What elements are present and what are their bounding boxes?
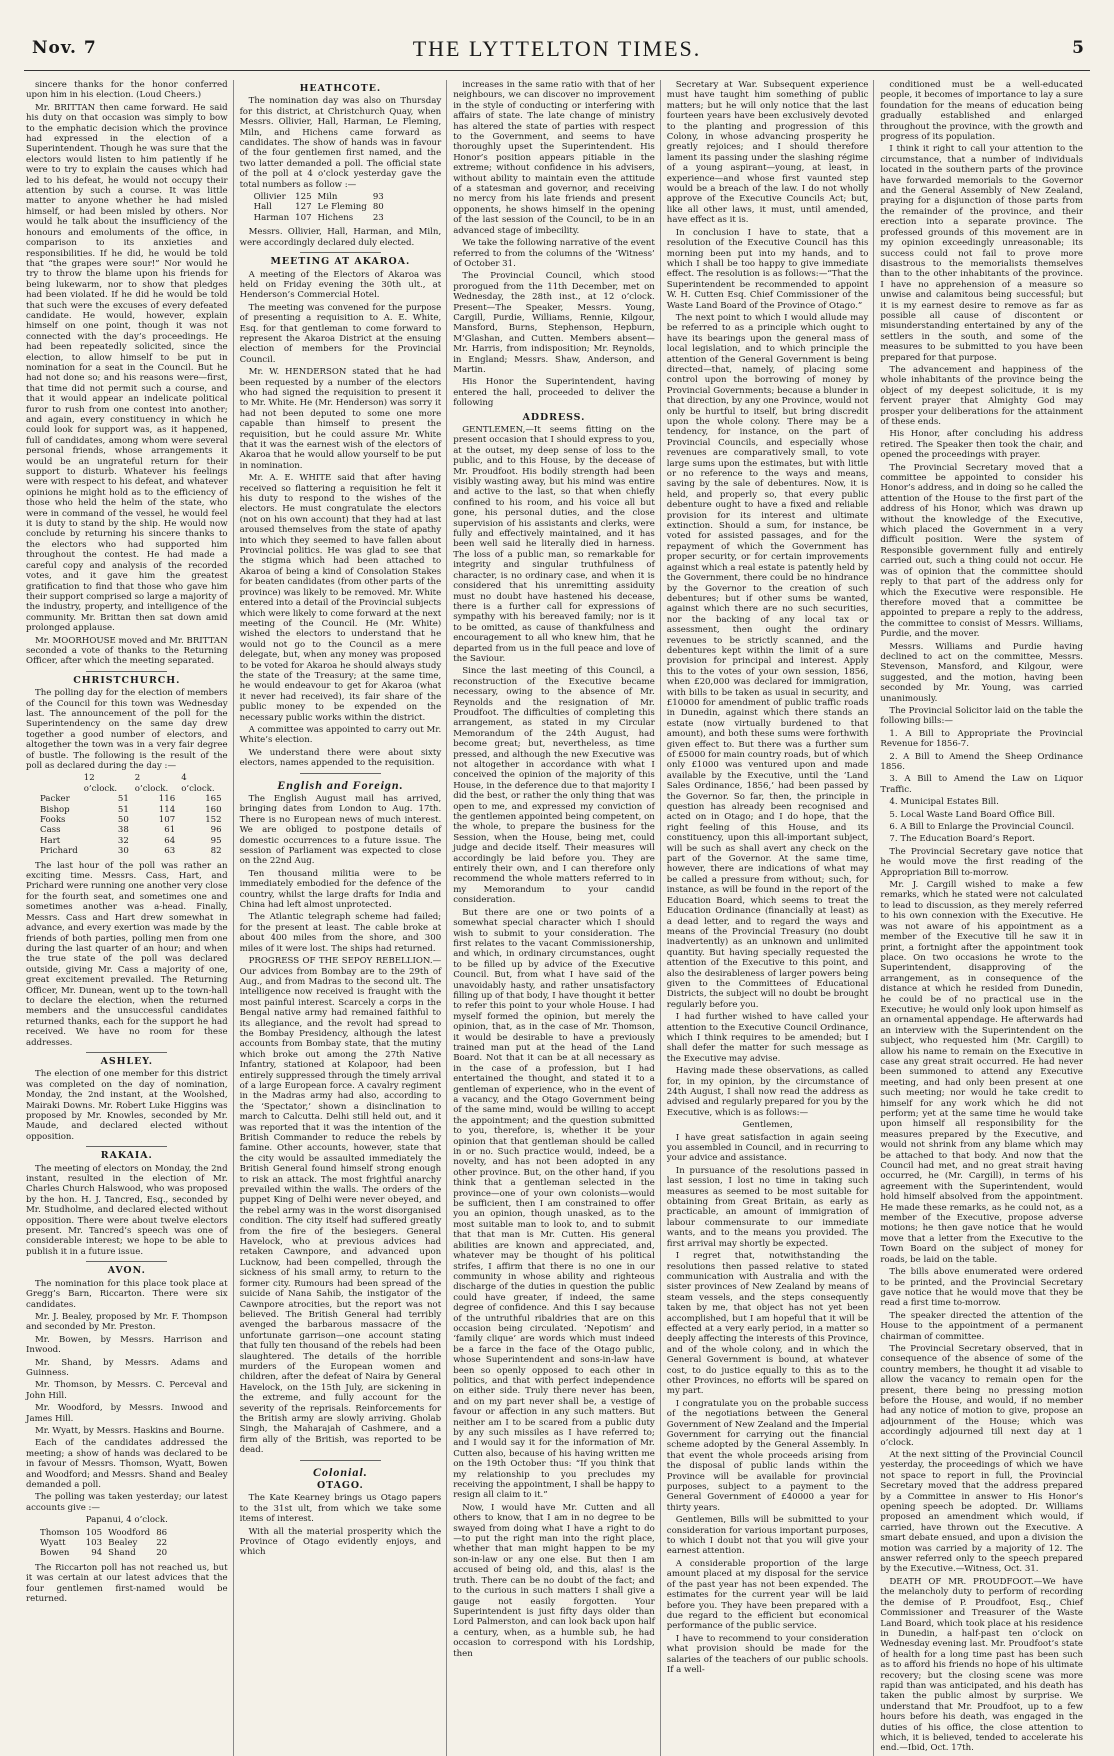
poll-table-christchurch: [40, 773, 228, 856]
paragraph: The last hour of the poll was rather an exciting time. Messrs. Cass, Hart, and Prichard were running one another very close for the fourth seat, and sometimes one and sometimes another was a-head. Finally, Messrs. Cass and Hart drew somewhat in advance, and every exertion was made by the friends of both parties, polling men from one during the last quarter of an hour; and when the true state of the poll was declared outside, giving Mr. Cass a majority of one, great excitement prevailed. The Returning Officer, Mr. Dunean, went up to the town-hall to declare the election, when the returned members and the unsuccessful candidates returned thanks, each for the support he had received. We have no room for these addresses.: [26, 860, 228, 1048]
paragraph: Mr. Bowen, by Messrs. Harrison and Inwood.: [26, 1334, 228, 1356]
paragraph: conditioned must be a well-educated people, it becomes of importance to lay a sure foundation for the means of education being gradually established and enlarged throughout the province, with the growth and progress of its population.: [880, 80, 1083, 143]
section-heading: RAKAIA.: [100, 1150, 153, 1162]
list-item: 5. Local Waste Land Board Office Bill.: [889, 809, 1055, 820]
list-item: 2. A Bill to Amend the Sheep Ordinance 1856.: [880, 751, 1083, 772]
poll-table-avon: [40, 1528, 173, 1559]
paragraph: The polling was taken yesterday; our latest accounts give :—: [26, 1492, 228, 1513]
table-row: Wyatt 103 Bealey 22: [40, 1538, 168, 1549]
table-row: Thomson 105 Woodford 86: [40, 1527, 168, 1538]
paragraph: Mr. MOORHOUSE moved and Mr. BRITTAN seconded a vote of thanks to the Returning Officer, after which the meeting separated.: [26, 635, 228, 667]
table-row: Hart 32 64 95: [40, 835, 222, 846]
paragraph: PROGRESS OF THE SEPOY REBELLION.—Our advices from Bombay are to the 29th of Aug., and from Madras to the second ult. The intelligence now received is fraught with the most painful interest. Scarcely a corps in the Bengal native army had remained faithful to its allegiance, and the revolt had spread to the Bombay Presidency, although the latest accounts from Bombay state, that the mutiny which broke out among the 27th Native Infantry, stationed at Kolapoor, had been entirely suppressed through the timely arrival of a large European force. A cavalry regiment in the Madras army had also, according to the ‘Spectator,’ shown a disinclination to march to Calcutta. Delhi still held out, and it was reported that it was the intention of the British Commander to reduce the rebels by famine. Other accounts, however, state that the city would be assaulted immediately the British General found himself strong enough to risk an attack. The most frightful anarchy prevailed within the walls. The orders of the puppet King of Delhi were never obeyed, and the rebel army was in the worst disorganised condition. The city itself had suffered greatly from the fire of the besiegers. General Havelock, who at previous advices had retaken Cawnpore, and advanced upon Lucknow, had been compelled, through the sickness of his small army, to return to the former city. Rumours had been spread of the suicide of Nana Sahib, the instigator of the Cawnpore atrocities, but the report was not believed. The British General had terribly avenged the barbarous massacre of the unfortunate garrison—one account stating that fully ten thousand of the rebels had been slaughtered. The details of the horrible murders of the European women and children, after the defeat of Naira by General Havelock, on the 15th July, are sickening in the extreme, and fully account for the severity of the reprisals. Reinforcements for the British army are slowly arriving. Gholab Singh, the Maharajah of Cashmere, and a firm ally of the British, was reported to be dead.: [239, 956, 442, 1456]
table-row: Fooks 50 107 152: [40, 815, 222, 826]
paragraph: I think it right to call your attention to the circumstance, that a number of individuals located in the southern parts of the province have forwarded memorials to the Governor and the General Assembly of New Zealand, praying for a disjunction of those parts from the remainder of the province, and their erection into a separate province. The professed grounds of this movement are in my opinion exceedingly unreasonable; its success could not fail to prove more disastrous to the memorialists themselves than to the other inhabitants of the province. I have no apprehension of a measure so unwise and calamitous being successful; but it is my earnest desire to remove as far as possible all cause of discontent or misunderstanding entertained by any of the settlers in the south, and some of the measures to be submitted to you have been prepared for that purpose.: [880, 144, 1083, 363]
table-row: Bishop 51 114 160: [40, 804, 222, 815]
issue-date: Nov. 7: [32, 38, 97, 58]
paragraph: A meeting of the Electors of Akaroa was held on Friday evening the 30th ult., at Henderson’s Commercial Hotel.: [239, 269, 442, 301]
table-row: Prichard 30 63 82: [40, 846, 222, 857]
paragraph: Mr. A. E. WHITE said that after having received so flattering a requisition he felt it his duty to respond to the wishes of the electors. He must congratulate the electors (not on his own account) that they had at last aroused themselves from the state of apathy into which they seemed to have fallen about Provincial politics. He was glad to see that the stigma which had been attached to Akaroa of being a kind of Consolation Stakes for beaten candidates (from other parts of the province) was likely to be removed. Mr. White entered into a detail of the Provincial subjects which were likely to come forward at the next meeting of the Council. He (Mr. White) wished the electors to understand that he would not go to the Council as a mere delegate, but, when any money was proposed to be voted for Akaroa he should always study the state of the Treasury; at the same time, he would endeavour to get for Akaroa (what it never had received), its fair share of the public money to be expended on the necessary public works within the district.: [239, 473, 442, 723]
table-row: Ollivier 125 Miln 93: [253, 192, 384, 203]
paragraph: Secretary at War. Subsequent experience must have taught him something of public matters; but he will only notice that the last fourteen years have been exclusively devoted to the planting and progression of this Colony, in whose advancing prosperity he greatly rejoices; and I should therefore lament its passing under the slashing régime of a young aspirant—young, at least, in experience—and whose first vaunted step would be a breach of the law. I do not wholly approve of the Executive Councils Act; but, like all other laws, it must, until amended, have effect as it is.: [666, 80, 869, 226]
paragraph: DEATH OF MR. PROUDFOOT.—We have the melancholy duty to perform of recording the demise of P. Proudfoot, Esq., Chief Commissioner and Treasurer of the Waste Land Board, which took place at his residence in Dunedin, a half-past ten o’clock on Wednesday evening last. Mr. Proudfoot’s state of health for a long time past has been such as to afford his friends no hope of his ultimate recovery; but the closing scene was more rapid than was anticipated, and his death has taken the public almost by surprise. We understand that Mr. Proudfoot, up to a few hours before his death, was engaged in the duties of his office, the close attention to which, it is believed, tended to accelerate his end.—Ibid, Oct. 17th.: [880, 1576, 1083, 1754]
paragraph: sincere thanks for the honor conferred upon him in his election. (Loud Cheers.): [26, 80, 228, 101]
paragraph: I congratulate you on the probable success of the negotiations between the General Government of New Zealand and the Imperial Government for carrying out the financial scheme adopted by the General Assembly. In that event the whole proceeds arising from the disposal of public lands within the Province will be available for provincial purposes, subject to a payment to the General Government of £40000 a year for thirty years.: [666, 1398, 869, 1513]
section-heading: MEETING AT AKAROA.: [270, 256, 411, 268]
divider: [300, 1460, 381, 1461]
section-heading: HEATHCOTE.: [299, 83, 382, 94]
paragraph: At the next sitting of the Provincial Council yesterday, the proceedings of which we have not space to report in full, the Provincial Secretary moved that the address prepared by a Committee in answer to His Honor’s opening speech be adopted. Dr. Williams proposed an amendment which would, if carried, have thrown out the Executive. A smart debate ensued, and upon a division the motion was carried by a majority of 12. The answer referred only to the speech prepared by the Executive.—Witness, Oct. 31.: [880, 1450, 1083, 1575]
paragraph: Mr. Wyatt, by Messrs. Haskins and Bourne.: [35, 1425, 225, 1436]
list-item: 1. A Bill to Appropriate the Provincial Revenue for 1856-7.: [880, 728, 1083, 750]
page-number: 5: [1072, 38, 1084, 58]
paragraph: We take the following narrative of the event referred to from the columns of the ‘Witness’ of October 31.: [453, 238, 655, 269]
section-heading: CHRISTCHURCH.: [73, 674, 181, 686]
paragraph: The nomination day was also on Thursday for this district, at Christchurch Quay, when Messrs. Ollivier, Hall, Harman, Le Fleming, Miln, and Hichens came forward as candidates. The show of hands was in favour of the four gentlemen first named, and the two latter demanded a poll. The official state of the poll at 4 o’clock yesterday gave the total numbers as follow :—: [239, 96, 442, 190]
paragraph: Messrs. Williams and Purdie having declined to act on the committee, Messrs. Stevenson, Mansford, and Kilgour, were suggested, and the motion, having been seconded by Mr. Young, was carried unanimously.: [880, 641, 1083, 704]
paragraph: The bills above enumerated were ordered to be printed, and the Provincial Secretary gave notice that he would move that they be read a first time to-morrow.: [880, 1267, 1083, 1309]
paragraph: The Provincial Secretary gave notice that he would move the first reading of the Appropriation Bill to-morrow.: [880, 846, 1083, 878]
paragraph: Mr. J. Bealey, proposed by Mr. F. Thompson and seconded by Mr. Preston.: [26, 1311, 228, 1333]
poll-subheading: Papanui, 4 o’clock.: [85, 1515, 168, 1526]
paragraph: I regret that, notwithstanding the resolutions then passed relative to stated communication with Australia and with the sister provinces of New Zealand by means of steam vessels, and the steps consequently taken by me, that object has not yet been accomplished, but I am hopeful that it will be effected at a very early period, in a matter so deeply affecting the interests of this Province, and of the whole colony, and in which the General Government is bound, at whatever cost, to do justice equally to this as to the other Provinces, no efforts will be spared on my part.: [666, 1251, 869, 1397]
table-row: Packer 51 116 165: [40, 794, 222, 805]
page-columns: [26, 80, 1088, 1754]
divider: [300, 773, 381, 774]
paragraph: Since the last meeting of this Council, a reconstruction of the Executive became necessary, owing to the absence of Mr. Reynolds and the resignation of Mr. Proudfoot. The difficulties of completing this arrangement, as stated in my Circular Memorandum of the 24th August, had become great; but, nevertheless, as time pressed, and although the new Executive was not altogether in accordance with what I conceived the opinion of the majority of this House, in the deference due to that majority I did the best, or rather the only thing that was open to me, and expressed my conviction of the gentlemen appointed being competent, on the whole, to prepare the business for the Session, when the House, being met, could judge and decide itself. Their measures will accordingly be laid before you. They are entirely their own, and I can therefore only recommend the whole matters referred to in my Memorandum to your candid consideration.: [453, 666, 655, 906]
paragraph: The advancement and happiness of the whole inhabitants of the province being the object of my deepest solicitude, it is my fervent prayer that Almighty God may prosper your deliberations for the attainment of these ends.: [880, 364, 1083, 427]
paragraph: The Riccarton poll has not reached us, but it was certain at our latest advices that the four gentlemen first-named would be returned.: [26, 1562, 228, 1605]
paragraph: Mr. Thomson, by Messrs. C. Perceval and John Hill.: [26, 1380, 228, 1401]
paragraph: Mr. BRITTAN then came forward. He said his duty on that occasion was simply to bow to the emphatic decision which the province had expressed in the election of a Superintendent. Though he was sure that the electors would listen to him patiently if he were to try to explain the causes which had led to his defeat, he would not occupy their attention by such a course. It was little matter to anyone whether he had misled himself, or had been misled by others. Nor would he talk about the insufficiency of the honours and emoluments of the office, in comparison to its anxieties and responsibilities. If he did, he would be told that “the grapes were sour!” Nor would he try to throw the blame upon his friends for being lukewarm, nor to show that pledges had been violated. If he did he would be told that such were the excuses of every defeated candidate. He would, however, explain himself on one point, though it was not connected with the day’s proceedings. He had been repeatedly solicited, since the election, to allow himself to be put in nomination for a seat in the Council. But he had not done so; and his reasons were—first, that time did not permit such a course, and that it would appear an indelicate political furor to rush from one contest into another; and again, every constituency in which he could look for support was, as it happened, full of candidates, among whom were several personal friends, whose arrangements it would be an ungrateful return for their support to disturb. Whatever his feelings were with respect to his defeat, and whatever opinions he might hold as to the efficiency of those who held the helm of the state, who were in command of the vessel, he would feel it is duty to stand by the ship. He would now conclude by returning his sincere thanks to the electors who had supported him throughout the contest. He had made a careful copy and analysis of the recorded votes, and it gave him the greatest gratification to find that those who gave him their support comprised so large a majority of the industry, property, and intelligence of the community. Mr. Brittan then sat down amid prolonged applause.: [26, 102, 228, 634]
section-heading: English and Foreign.: [277, 777, 404, 792]
paragraph: Now, I would have Mr. Cutten and all others to know, that I am in no degree to be swayed from doing what I have a right to do—to put the right man into the right place, whether that man might happen to be my son-in-law or any one else. But then I am accused of being old, and this, alas! is the truth. There can be no doubt of the fact; and to the curious in such matters I shall give a gauge not easily forgotten. Your Superintendent is just fifty days older than Lord Palmerston, and can look back upon half a century, when, as a humble sub, he had occasion to correspond with his Lordship, then: [453, 1502, 655, 1659]
paragraph: I had further wished to have called your attention to the Executive Council Ordinance, which I think requires to be amended; but I shall defer the matter for such message as the Executive may advise.: [666, 1012, 869, 1064]
paragraph: The speaker directed the attention of the House to the appointment of a permanent chairman of committee.: [880, 1310, 1083, 1342]
paragraph: Ten thousand militia were to be immediately embodied for the defence of the country, whilst the large drafts for India and China had left almost unprotected.: [239, 868, 442, 911]
paragraph: The Kate Kearney brings us Otago papers to the 31st ult, from which we take some items of interest.: [239, 1493, 442, 1525]
paragraph: The Provincial Secretary observed, that in consequence of the absence of some of the country members, he thought it ad visable to allow the vacancy to remain open for the present, there being no pressing motion before the House, and would, if no member had any notice of motion to give, propose an adjournment of the House; which was accordingly adjourned till next day at 1 o’clock.: [880, 1343, 1083, 1448]
paragraph: The meeting of electors on Monday, the 2nd instant, resulted in the election of Mr. Charles Church Halswood, who was proposed by the hon. H. J. Tancred, Esq., seconded by Mr. Studholme, and declared elected without opposition. There were about twelve electors present. Mr. Tancred’s speech was one of considerable interest; we hope to be able to publish it in a future issue.: [26, 1163, 228, 1257]
paragraph: His Honor, after concluding his address retired. The Speaker then took the chair, and opened the proceedings with prayer.: [880, 429, 1083, 461]
table-row: Hall 127 Le Fleming 80: [253, 202, 384, 213]
paragraph: The polling day for the election of members of the Council for this town was Wednesday last. The announcement of the poll for the Superintendency on the same day drew together a good number of electors, and altogether the town was in a very fair degree of bustle. The following is the result of the poll as declared during the day :—: [26, 688, 228, 771]
section-heading: AVON.: [107, 1265, 146, 1277]
paragraph: But there are one or two points of a somewhat special character which I should wish to submit to your consideration. The first relates to the vacant Commissionership, and which, in ordinary circumstances, ought to be filled up by advice of the Executive Council. But, from what I have said of the unavoidably hasty, and rather unsatisfactory filling up of that body, I have thought it better to refer this point to your whole House. I had myself formed the opinion, but merely the opinion, that, as in the case of Mr. Thomson, it would be desirable to have a previously trained man put at the head of the Land Board. Not that it can be at all necessary as in the case of a profession, but I had entertained the thought, and stated it to a gentleman of experience, who in the event of a vacancy, and the Otago Government being of the same mind, would be willing to accept the appointment; and the question submitted to you, therefore, is, whether it be your opinion that that gentleman should be called in or no. Such practice would, indeed, be a novelty, and has not been adopted in any other province. But, on the other hand, if you think that a gentleman selected in the province—one of your own colonists—would be sufficient, then I am constrained to offer you an opinion, though unasked, as to the most suitable man to look to, and to submit that that man is Mr. Cutten. His general abilities are known and appreciated, and, whatever may be thought of his political strifes, I affirm that there is no one in our community in whose ability and righteous discharge of the duties in question the public could have greater, if indeed, the same degree of confidence. And this I say because of the untruthful ribaldries that are on this occasion being circulated. ‘Nepotism’ and ‘family clique’ are words which must indeed be a farce in the face of the Otago public, whose Superintendent and sons-in-law have been so openly opposed to each other in politics, and that with perfect independence on either side. Truly there never has been, and on my part never shall be, a vestige of favour or affection in any such matters. But neither am I to be scared from a public duty by any such missiles as I have referred to; and I would say it for the information of Mr. Cutten also, because of his having written me on the 19th October thus: “If you think that my relationship to you precludes my receiving the appointment, I shall be happy to resign all claim to it.”: [453, 907, 655, 1501]
column-4: [667, 80, 875, 1756]
list-item: 4. Municipal Estates Bill.: [889, 797, 999, 808]
table-row: Bowen 94 Shand 20: [40, 1548, 168, 1559]
paragraph: In conclusion I have to state, that a resolution of the Executive Council has this morning been put into my hands, and to which I shall be too happy to give immediate effect. The resolution is as follows:—“That the Superintendent be recommended to appoint W. H. Cutten Esq. Chief Commissioner of the Waste Land Board of the Province of Otago.”: [666, 227, 869, 311]
paragraph: Mr. J. Cargill wished to make a few remarks, which he stated were not calculated to lead to discussion, as they merely referred to his own connexion with the Executive. He was not aware of his appointment as a member of the Executive till he saw it in print, a fortnight after the appointment took place. On two occasions he wrote to the Superintendent, disapproving of the arrangement, as in consequence of the distance at which he resided from Dunedin, he could be of no practical use in the Executive; he would only look upon himself as an ornamental appendage. He afterwards had an interview with the Superintendent on the subject, who requested him (Mr. Cargill) to allow his name to remain on the Executive in case any great strait occurred. He had never been summoned to attend any Executive meeting, and had only been present at one such meeting; nor would he take credit to himself for any work which he did not perform; yet at the same time he would take upon himself all responsibility for the measures prepared by the Executive, and would not shrink from any blame which may be attached to that body. And now that the Council had met, and no great strait having occurred, he (Mr. Cargill), in terms of his agreement with the Superintendent, would hold himself absolved from the appointment. He made these remarks, as he could not, as a member of the Executive, propose adverse motions; he then gave notice that he would move that a letter from the Executive to the Town Board on the subject of money for roads, be laid on the table.: [880, 880, 1083, 1265]
paragraph: The next point to which I would allude may be referred to as a principle which ought to have its bearings upon the general mass of local legislation, and to which principle the attention of the General Government is being directed—that, namely, of placing some control upon the borrowing of money by Provincial Governments; because a blunder in that direction, by any one Province, would not only be hurtful to itself, but bring discredit upon the whole colony. There may be a tendency, for instance, on the part of Provincial Councils, and especially whose revenues are comparatively small, to vote large sums upon the estimates, but with little or no reference to the ways and means, saving by the sale of debentures. Now, it is held, and properly so, that every public debenture ought to have a fixed and reliable provision for its interest and ultimate extinction. Should a sum, for instance, be voted for assisted passages, and for the repayment of which the Government has proper security, or for certain improvements against which a real estate is patently held by the Government, there could be no hindrance by the Governor to the creation of such debentures; but if other sums be wanted, against which there are no such securities, nor the backing of any local tax or assessment, then ought the ordinary revenues to be strictly scanned, and the debentures kept within the limit of a sure provision for principal and interest. Apply this to the votes of your own session, 1856, when £20,000 was declared for immigration, with bills to be taken as usual in security, and £10000 for amendment of public traffic roads in Dunedin, against which there stands an estate (now virtually burdened to that amount), and both these sums were forthwith given effect to. But there was a further sum of £5000 for main country roads, but of which only £1000 was ventured upon and made available by the Executive, until the ‘Land Sales Ordinance, 1856,’ had been passed by the Governor. So far, then, the principle in question has already been recognised and acted on in Otago; and I do hope, that the right feeling of this House, and its constituency, upon this all-important subject, will be such as shall avert any check on the part of the Governor. At the same time, however, there are indications of what may be called a pressure from without; such, for instance, as will be found in the report of the Education Board, which seems to treat the Education Ordinance (financially at least) as a dead letter, and to regard the ways and means of the Provincial Treasury (no doubt inadvertently) as an unknown and unlimited quantity. But having specially requested the attention of the Executive to this point, and also the desirableness of larger powers being given to the Committees of Educational Districts, the subject will no doubt be brought regularly before you.: [666, 312, 869, 1010]
paragraph: Mr. Woodford, by Messrs. Inwood and James Hill.: [26, 1403, 228, 1424]
section-heading: ASHLEY.: [100, 1055, 153, 1067]
column-2: [240, 80, 448, 1756]
paragraph: The Atlantic telegraph scheme had failed; for the present at least. The cable broke at about 400 miles from the shore, and 300 miles of it were lost. The ships had returned.: [239, 912, 442, 954]
paragraph: The meeting was convened for the purpose of presenting a requisition to A. E. White, Esq. for that gentleman to come forward to represent the Akaroa District at the ensuing election of members for the Provincial Council.: [239, 302, 442, 365]
list-item: 3. A Bill to Amend the Law on Liquor Traffic.: [880, 774, 1083, 795]
paragraph: The election of one member for this district was completed on the day of nomination, Monday, the 2nd instant, at the Woolshed, Mairaki Downs. Mr. Robert Luke Higgins was proposed by Mr. Knowles, seconded by Mr. Maude, and declared elected without opposition.: [26, 1069, 228, 1142]
paragraph: The Provincial Secretary moved that a committee be appointed to consider his Honor’s address, and in doing so he called the attention of the House to the first part of the address of his Honor, which was drawn up without the knowledge of the Executive, which placed the Government in a very difficult position. Were the system of Responsible government fully and entirely carried out, such a thing could not occur. He was of opinion that the committee should reply to that part of the address only for which the Executive were responsible. He therefore moved that a committee be appointed to prepare a reply to the address, the committee to consist of Messrs. Williams, Purdie, and the mover.: [880, 462, 1083, 640]
paragraph: Mr. Shand, by Messrs. Adams and Guinness.: [26, 1357, 228, 1378]
divider: [300, 252, 381, 253]
column-3: [453, 80, 661, 1756]
divider: [86, 671, 167, 672]
paragraph: A considerable proportion of the large amount placed at my disposal for the service of the past year has not been expended. The estimates for the current year will be laid before you. They have been prepared with a due regard to the efficient but economical performance of the public service.: [666, 1558, 869, 1632]
paragraph: A committee was appointed to carry out Mr. White’s election.: [239, 724, 442, 746]
divider: [86, 1261, 167, 1262]
table-row: Harman 107 Hichens 23: [253, 212, 384, 223]
table-row: Cass 38 61 96: [40, 825, 222, 836]
column-5: [880, 80, 1088, 1756]
paragraph: Having made these observations, as called for, in my opinion, by the circumstance of 24th August, I shall now read the address as advised and regularly prepared for you by the Executive, which is as follows:—: [666, 1066, 869, 1118]
section-heading: Colonial.: [313, 1464, 368, 1479]
paragraph: The Provincial Solicitor laid on the table the following bills:—: [880, 705, 1083, 727]
list-item: 6. A Bill to Enlarge the Provincial Council.: [889, 822, 1075, 833]
column-1: [26, 80, 234, 1756]
section-subheading: OTAGO.: [316, 1480, 364, 1491]
divider: [86, 1146, 167, 1147]
paragraph: In pursuance of the resolutions passed in last session, I lost no time in taking such measures as seemed to be most suitable for obtaining from Great Britain, as early as practicable, an amount of immigration of labour commensurate to our immediate wants, and to the means you provided. The first arrival may shortly be expected.: [666, 1165, 869, 1249]
salutation: Gentlemen,: [742, 1120, 793, 1131]
paragraph: The nomination for this place took place at Gregg’s Barn, Riccarton. There were six candidates.: [26, 1278, 228, 1310]
poll-table-heathcote: [254, 192, 390, 223]
paragraph: Mr. W. HENDERSON stated that he had been requested by a number of the electors who had signed the requisition to present it to Mr. White. He (Mr. Henderson) was sorry it had not been deputed to some one more capable than himself to present the requisition, but he could assure Mr. White that it was the earnest wish of the electors of Akaroa that he would allow yourself to be put in nomination.: [239, 367, 442, 471]
table-header-row: 12 o’clock. 2 o’clock. 4 o’clock.: [83, 773, 215, 794]
paragraph: The Provincial Council, which stood prorogued from the 11th December, met on Wednesday, the 28th inst., at 12 o’clock. Present—The Speaker, Messrs. Young, Cargill, Purdie, Williams, Rennie, Kilgour, Mansford, Burns, Stephenson, Hepburn, M’Glashan, and Cutten. Members absent—Mr. Harris, from indisposition; Mr. Reynolds, in England; Messrs. Shaw, Anderson, and Martin.: [453, 271, 655, 375]
paragraph: Each of the candidates addressed the meeting; a show of hands was declared to be in favour of Messrs. Thomson, Wyatt, Bowen and Woodford; and Messrs. Shand and Bealey demanded a poll.: [26, 1438, 228, 1490]
newspaper-title: THE LYTTELTON TIMES.: [412, 36, 702, 61]
list-item: 7. The Education Board’s Report.: [889, 834, 1035, 845]
paragraph: With all the material prosperity which the Province of Otago evidently enjoys, and which: [239, 1526, 442, 1558]
paragraph: increases in the same ratio with that of her neighbours, we can discover no improvement in the style of conducting or interfering with affairs of state. The late change of ministry has altered the state of parties with respect to the Government, and seems to have thoroughly upset the Superintendent. His Honor’s position appears pitiable in the extreme; without confidence in his advisers, without ability to maintain even the attitude of a statesman and governor, and receiving no mercy from his late friends and present opponents, he shows himself in the opening of the last session of the Council, to be in an advanced stage of imbecility.: [453, 80, 655, 236]
paragraph: The English August mail has arrived, bringing dates from London to Aug. 17th. There is no European news of much interest. We are obliged to postpone details of domestic occurrences to a future issue. The session of Parliament was expected to close on the 22nd Aug.: [239, 794, 442, 867]
paragraph: I have great satisfaction in again seeing you assembled in Council, and in recurring to your advice and assistance.: [666, 1132, 869, 1164]
paragraph: Gentlemen, Bills will be submitted to your consideration for various important purposes, to which I doubt not that you will give your earnest attention.: [666, 1515, 869, 1557]
section-heading: ADDRESS.: [522, 411, 586, 423]
paragraph: His Honor the Superintendent, having entered the hall, proceeded to deliver the following: [453, 377, 655, 409]
divider: [86, 1052, 167, 1053]
paragraph: GENTLEMEN,—It seems fitting on the present occasion that I should express to you, at the outset, my deep sense of loss to the public, and to this House, by the decease of Mr. Proudfoot. His bodily strength had been visibly wasting away, but his mind was entire and active to the last, so that when chiefly confined to his room, and his voice all but gone, his personal duties, and the close supervision of his assistants and clerks, were fully and effectively maintained, and it has been well said he literally died in harness. The loss of a public man, so remarkable for integrity and singular truthfulness of character, is no ordinary case, and when it is considered that his unremitting assiduity must no doubt have hastened his decease, there is a further call for expressions of sympathy with his bereaved family; nor is it to be omitted, as cause of thankfulness and encouragement to all who knew him, that he departed from us in the full peace and love of the Saviour.: [453, 425, 655, 664]
paragraph: I have to recommend to your consideration what provision should be made for the salaries of the teachers of our public schools. If a well-: [666, 1633, 869, 1675]
masthead: [24, 36, 1090, 71]
paragraph: We understand there were about sixty electors, names appended to the requisition.: [239, 747, 442, 769]
paragraph: Messrs. Ollivier, Hall, Harman, and Miln, were accordingly declared duly elected.: [239, 227, 442, 248]
